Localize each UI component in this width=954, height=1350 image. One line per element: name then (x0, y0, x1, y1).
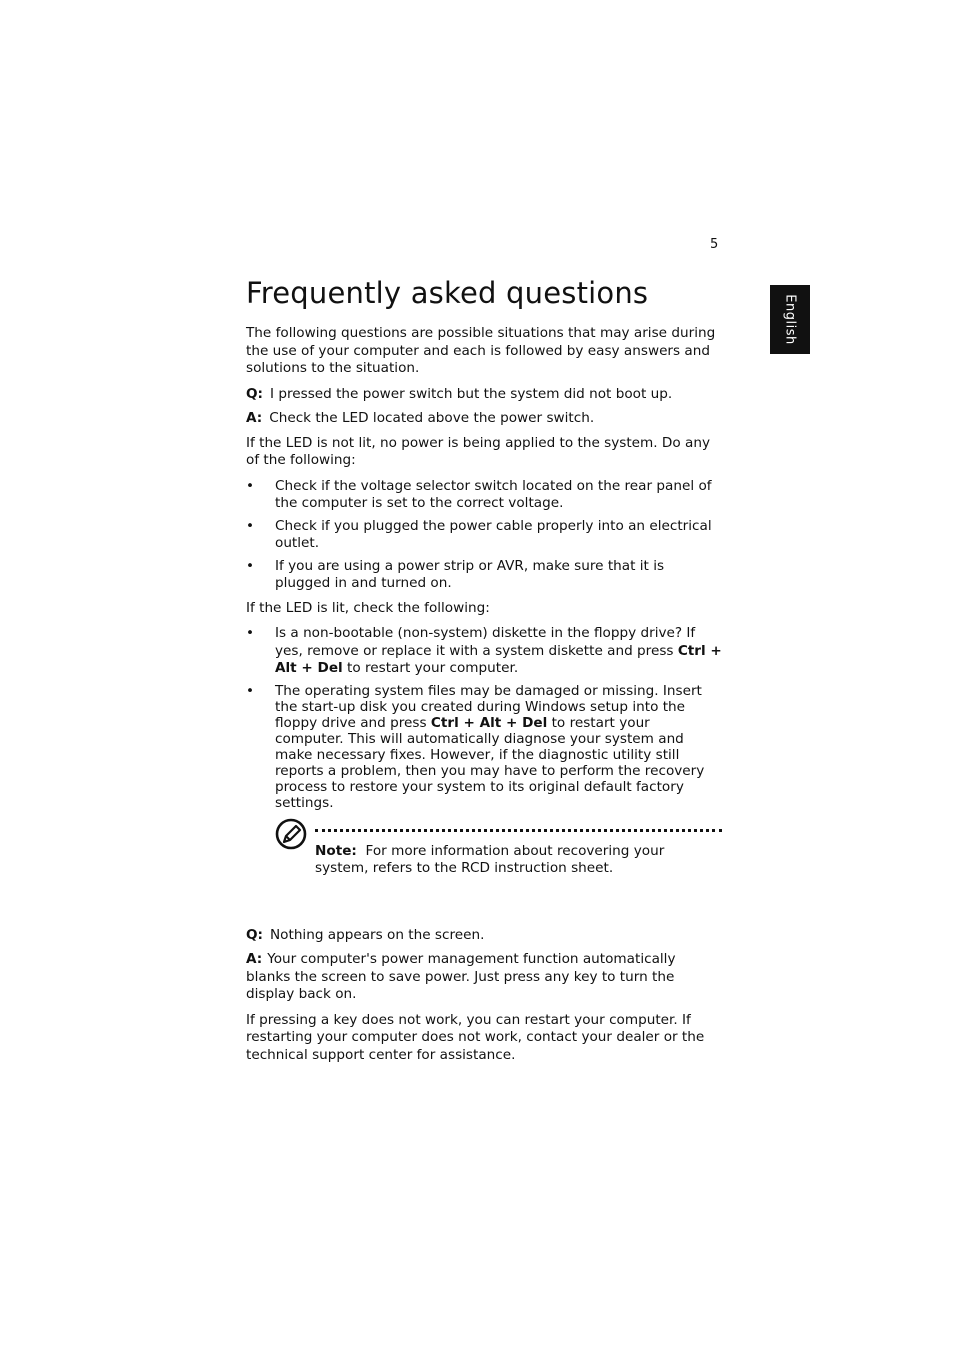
bullet: • (246, 557, 255, 574)
led-not-lit-list (246, 478, 722, 593)
question-2 (246, 927, 722, 945)
list-item: • The operating system files may be damaged or missing. Insert the start-up disk you created during Windows setup into the floppy drive and press Ctrl + Alt + Del to restart your computer. This will automatically diagnose your system and make necessary fixes. However, if the diagnostic utility still reports a problem, then you may have to perform the recovery process to restore your system to its original default factory settings. (246, 682, 705, 811)
question-label: Q: (246, 926, 263, 943)
question-text: I pressed the power switch but the system did not boot up. (270, 385, 673, 402)
closing-paragraph: If pressing a key does not work, you can restart your computer. If restarting your computer does not work, contact your dealer or the technical support center for assistance. (246, 1011, 705, 1063)
key-combo: Ctrl + Alt + Del (275, 642, 722, 676)
answer-text: Your computer's power management function automatically blanks the screen to save power. Just press any key to turn the display back on. (246, 951, 676, 1002)
led-lit-list (246, 625, 722, 811)
bullet: • (246, 682, 255, 699)
bullet: • (246, 625, 255, 641)
key-combo: Ctrl + Alt + Del (430, 714, 548, 731)
answer-1 (246, 410, 722, 428)
language-tab (770, 285, 810, 354)
list-item: • Check if the voltage selector switch located on the rear panel of the computer is set to the correct voltage. (246, 477, 712, 511)
answer-text: Check the LED located above the power switch. (269, 410, 595, 426)
note-divider (315, 829, 722, 832)
note-label: Note: (315, 842, 357, 859)
led-lit-intro: If the LED is lit, check the following: (246, 599, 490, 616)
answer-label: A: (246, 951, 263, 967)
page-number: 5 (710, 237, 719, 252)
bullet: • (246, 477, 255, 494)
bullet: • (246, 517, 255, 534)
answer-label: A: (246, 410, 263, 426)
note-text: Note: For more information about recovering your system, refers to the RCD instruction sheet. (315, 842, 665, 876)
note-box (275, 818, 722, 888)
note-pencil-icon (275, 818, 307, 850)
intro-paragraph: The following questions are possible situations that may arise during the use of your computer and each is followed by easy answers and solutions to the situation. (246, 325, 716, 376)
list-item: • Is a non-bootable (non-system) diskette in the floppy drive? If yes, remove or replace it with a system diskette and press Ctrl + Alt + Del to restart your computer. (246, 625, 722, 676)
page-title: Frequently asked questions (246, 276, 649, 310)
answer-2 (246, 951, 722, 1004)
question-label: Q: (246, 385, 263, 402)
list-item: • Check if you plugged the power cable properly into an electrical outlet. (246, 517, 712, 551)
language-tab-label: English (782, 294, 798, 345)
list-item: • If you are using a power strip or AVR, make sure that it is plugged in and turned on. (246, 557, 665, 591)
question-text: Nothing appears on the screen. (270, 926, 485, 943)
led-not-lit-intro: If the LED is not lit, no power is being applied to the system. Do any of the following: (246, 434, 711, 468)
question-1 (246, 386, 722, 404)
faq-section (246, 272, 722, 1072)
